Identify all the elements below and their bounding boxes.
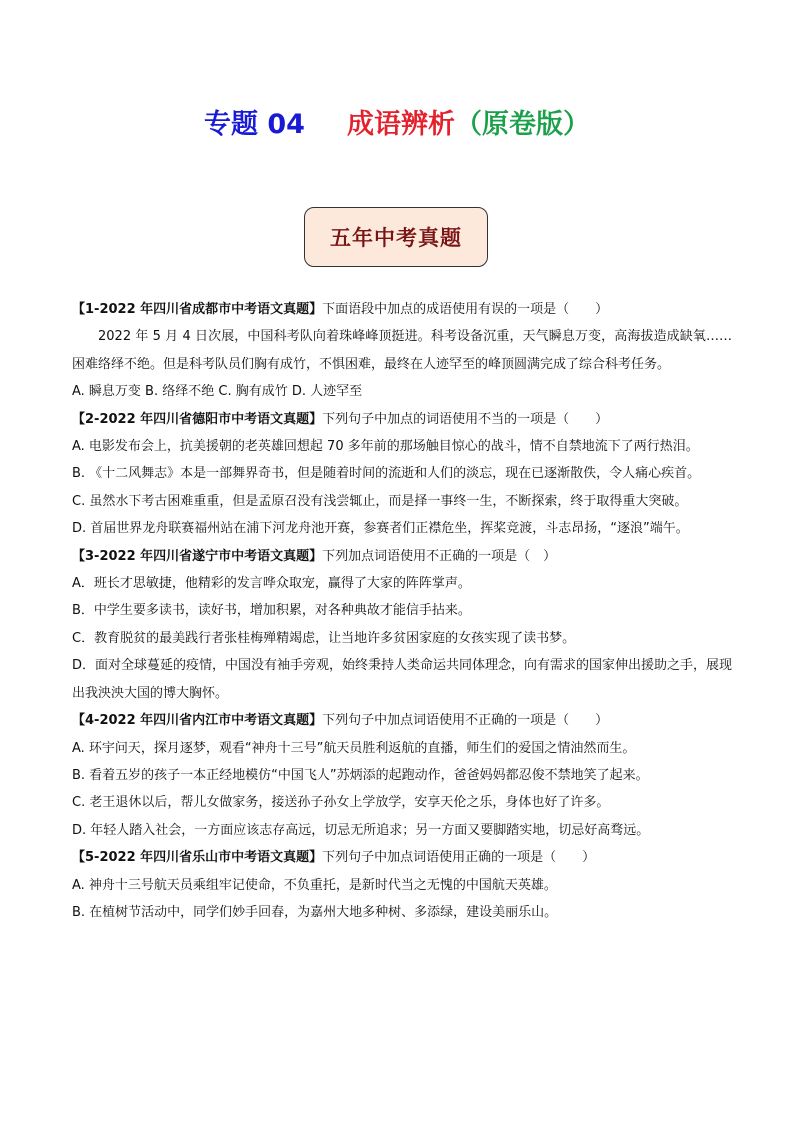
question-option: C. 虽然水下考古困难重重，但是孟原召没有浅尝辄止，而是择一事终一生，不断探索，终于取得重大突破。	[72, 493, 688, 509]
question-header	[72, 296, 732, 323]
question-list	[72, 296, 732, 926]
question-option: B. 看着五岁的孩子一本正经地模仿“中国飞人”苏炳添的起跑动作，爸爸妈妈都忍俊不禁地笑了起来。	[72, 767, 649, 783]
question-prompt: 下面语段中加点的成语使用有误的一项是（ ）	[322, 302, 609, 317]
question-header	[72, 543, 732, 570]
question-option: A. 环宇问天，探月逐梦，观看“神舟十三号”航天员胜利返航的直播，师生们的爱国之情油然而生。	[72, 740, 636, 756]
page-title	[0, 102, 794, 141]
question-prompt: 下列加点词语使用不正确的一项是（ ）	[322, 548, 557, 564]
title-topic-name: 成语辨析	[346, 109, 455, 140]
question-source: 【2-2022 年四川省德阳市中考语文真题】	[72, 411, 323, 427]
question-option: B．中学生要多读书，读好书，增加积累，对各种典故才能信手拈来。	[72, 603, 471, 619]
question-prompt: 下列句子中加点词语使用正确的一项是（ ）	[322, 850, 596, 866]
question-option: A. 神舟十三号航天员乘组牢记使命，不负重托，是新时代当之无愧的中国航天英雄。	[72, 877, 557, 893]
section-badge: 五年中考真题	[304, 207, 488, 267]
question-option: A．班长才思敏捷，他精彩的发言哗众取宠，赢得了大家的阵阵掌声。	[72, 576, 471, 592]
question-option: C. 老王退休以后，帮儿女做家务，接送孙子孙女上学放学，安享天伦之乐，身体也好了许多。	[72, 795, 610, 811]
question-prompt: 下列句子中加点词语使用不正确的一项是（ ）	[322, 713, 609, 729]
question-option: D．面对全球蔓延的疫情，中国没有袖手旁观，始终秉持人类命运共同体理念，向有需求的国家伸出援助之手，展现出我泱泱大国的博大胸怀。	[72, 658, 733, 701]
question-header	[72, 707, 732, 734]
question-header	[72, 406, 732, 433]
question-option: C．教育脱贫的最美践行者张桂梅殚精竭虑，让当地许多贫困家庭的女孩实现了读书梦。	[72, 630, 576, 646]
question-option: B. 《十二风舞志》本是一部舞界奇书，但是随着时间的流逝和人们的淡忘，现在已逐渐散佚，令人痛心疾首。	[72, 466, 701, 482]
title-topic-number: 专题 04	[204, 109, 305, 140]
question-option: A. 瞬息万变 B. 络绎不绝 C. 胸有成竹 D. 人迹罕至	[72, 384, 363, 400]
question-option: D. 首届世界龙舟联赛福州站在浦下河龙舟池开赛，参赛者们正襟危坐，挥桨竞渡，斗志昂扬，“逐浪”端午。	[72, 521, 689, 537]
question-option: B. 在植树节活动中，同学们妙手回春，为嘉州大地多种树、多添绿，建设美丽乐山。	[72, 904, 558, 920]
question-source: 【5-2022 年四川省乐山市中考语文真题】	[72, 850, 323, 866]
title-edition: （原卷版）	[454, 109, 590, 140]
question-source: 【3-2022 年四川省遂宁市中考语文真题】	[72, 548, 323, 564]
question-passage: 2022 年 5 月 4 日次展，中国科考队向着珠峰峰顶挺进。科考设备沉重，天气瞬息万变，高海拔造成缺氧……困难络绎不绝。但是科考队员们胸有成竹，不惧困难，最终在人迹罕至的峰顶圆满完成了综合科考任务。	[72, 329, 732, 372]
question-prompt: 下列句子中加点的词语使用不当的一项是（ ）	[322, 411, 609, 427]
question-source: 【1-2022 年四川省成都市中考语文真题】	[72, 302, 323, 317]
question-source: 【4-2022 年四川省内江市中考语文真题】	[72, 713, 323, 729]
question-option: D. 年轻人踏入社会，一方面应该志存高远，切忌无所追求；另一方面又要脚踏实地，切忌好高骛远。	[72, 822, 650, 838]
question-option: A. 电影发布会上，抗美援朝的老英雄回想起 70 多年前的那场触目惊心的战斗，情不自禁地流下了两行热泪。	[72, 439, 699, 455]
question-header	[72, 844, 732, 871]
